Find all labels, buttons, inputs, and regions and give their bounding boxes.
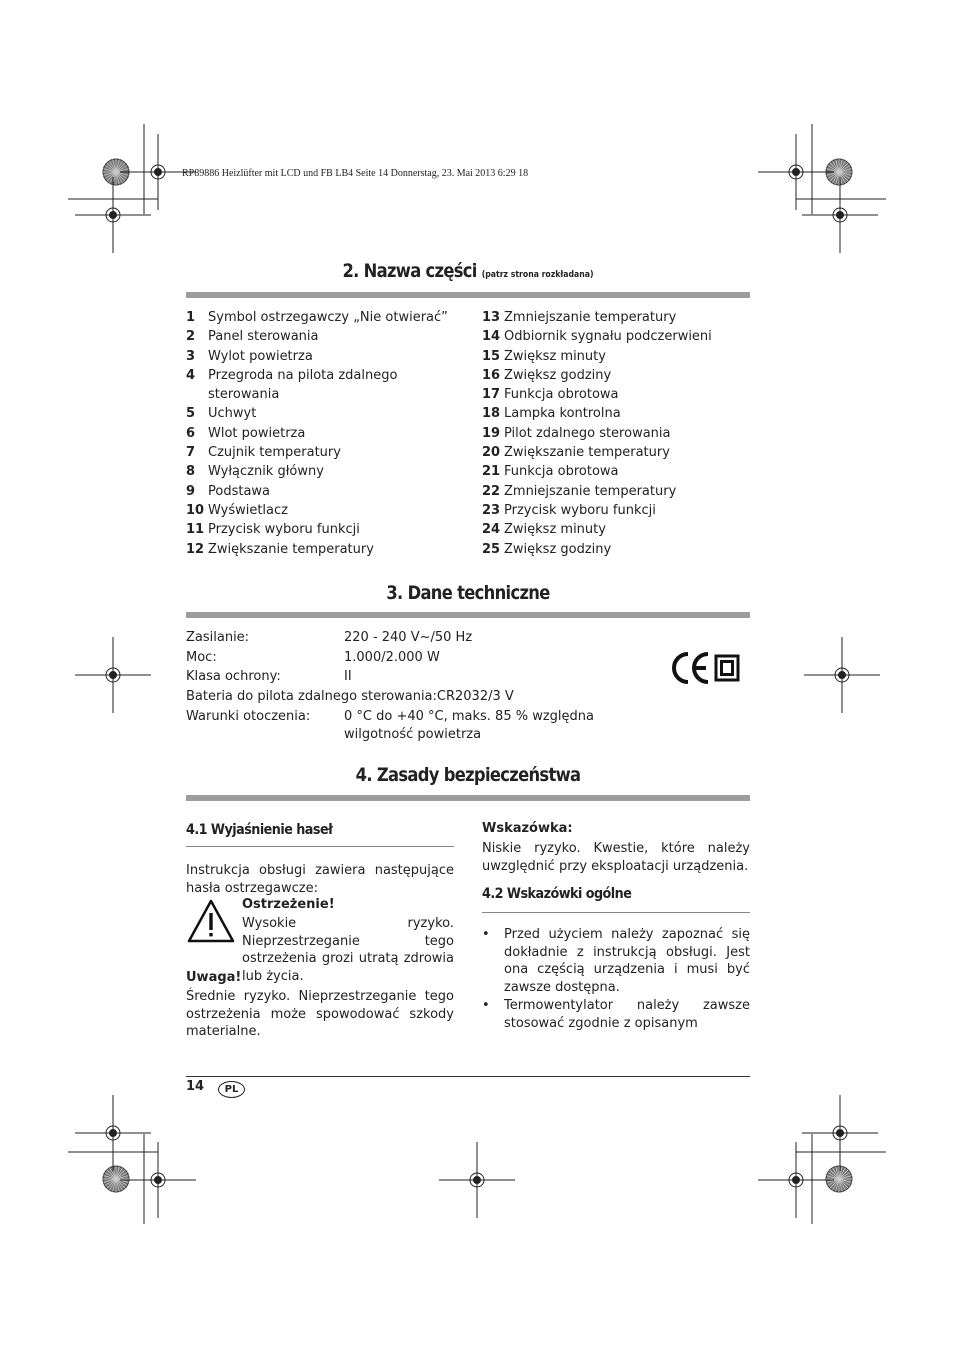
env-label: Warunki otoczenia: [186,709,311,724]
item-number: 6 [186,425,196,441]
list-item [482,462,750,481]
item-text: Zwiększanie temperatury [504,445,670,461]
item-text: Wyłącznik główny [208,464,324,480]
item-number: 7 [186,445,196,461]
section-title-parts [225,260,710,282]
list-item [186,308,456,327]
tech-label: Zasilanie: [186,630,250,645]
item-text: Wylot powietrza [208,348,313,364]
subsection-underline [482,912,750,913]
list-item [186,347,456,366]
section-title-safety: 4. Zasady bezpieczeństwa [355,764,581,786]
item-text: Funkcja obrotowa [504,387,619,403]
warning-triangle-icon [186,898,236,944]
title-subtitle: (patrz strona rozkładana) [481,270,594,280]
general-notes-list [482,926,750,1032]
list-item [186,501,456,520]
list-item [482,501,750,520]
item-number: 18 [482,406,501,422]
print-header-line: RP89886 Heizlüfter mit LCD und FB LB4 Seite 14 Donnerstag, 23. Mai 2013 6:29 18 [182,168,529,179]
registration-target [802,1095,878,1171]
subsection-title-42: 4.2 Wskazówki ogólne [482,886,632,902]
registration-target [75,637,151,713]
subsection-underline [186,846,454,847]
item-number: 19 [482,425,501,441]
parts-list-right [482,308,750,559]
item-number: 25 [482,541,501,557]
item-text: Przegroda na pilota zdalnego sterowania [208,367,398,403]
item-number: 2 [186,329,196,345]
item-text: Zwiększ godziny [504,367,612,383]
list-item [186,462,456,481]
item-text: Zwiększ minuty [504,522,606,538]
page-number: 14 [186,1079,205,1094]
list-item [186,404,456,423]
item-number: 24 [482,522,501,538]
list-item [482,327,750,346]
list-item [186,366,456,405]
color-rosette [826,1166,852,1192]
registration-target [75,177,151,253]
list-item [482,482,750,501]
list-item [482,347,750,366]
list-item [186,443,456,462]
item-number: 21 [482,464,501,480]
warning-text: Wysokie ryzyko. Nieprzestrzeganie tego ostrzeżenia grozi utratą zdrowia lub życia. [242,916,454,985]
item-text: Czujnik temperatury [208,445,341,461]
list-item [482,366,750,385]
technical-data [186,628,626,743]
list-item [482,520,750,539]
bullet-item [482,926,750,997]
list-item [186,327,456,346]
item-text: Symbol ostrzegawczy „Nie otwierać” [208,310,448,325]
registration-target [802,177,878,253]
warning-label: Ostrzeżenie! [242,897,335,912]
list-item [186,520,456,539]
bullet-dot: • [482,927,490,942]
language-badge: PL [218,1081,245,1098]
item-text: Lampka kontrolna [504,406,621,422]
color-rosette [103,159,129,185]
bullet-text: Termowentylator należy zawsze stosować zgodnie z opisanym [504,997,750,1031]
item-text: Zwiększ minuty [504,348,606,364]
item-number: 10 [186,502,205,518]
footer-rule [186,1076,750,1077]
item-text: Panel sterowania [208,329,319,345]
color-rosette [826,159,852,185]
item-number: 11 [186,522,205,538]
item-number: 4 [186,367,196,383]
item-number: 16 [482,367,501,383]
item-text: Uchwyt [208,406,257,422]
list-item [482,404,750,423]
note-text: Niskie ryzyko. Kwestie, które należy uwzględnić przy eksploatacji urządzenia. [482,841,750,874]
intro-text: Instrukcja obsługi zawiera następujące hasła ostrzegawcze: [186,863,454,896]
list-item [186,540,456,559]
tech-value: II [344,669,352,684]
list-item [482,308,750,327]
bullet-text: Przed użyciem należy zapoznać się dokładnie z instrukcją obsługi. Jest ona częścią urządzenia i musi być zawsze dostępna. [504,927,750,996]
item-number: 13 [482,310,501,325]
tech-label: Moc: [186,649,217,665]
section-bar [186,612,750,618]
tech-label: Klasa ochrony: [186,669,281,684]
item-number: 14 [482,329,501,345]
item-text: Zwiększanie temperatury [208,541,374,557]
item-number: 22 [482,483,501,499]
note-label: Wskazówka: [482,821,573,836]
item-number: 15 [482,348,501,364]
color-rosette [103,1166,129,1192]
list-item [186,482,456,501]
item-number: 23 [482,502,501,518]
item-text: Zmniejszanie temperatury [504,483,677,499]
registration-target [75,1095,151,1171]
item-number: 12 [186,541,205,557]
item-number: 1 [186,310,196,325]
item-number: 5 [186,406,196,422]
tech-row [186,667,626,687]
registration-target [804,637,880,713]
item-number: 20 [482,445,501,461]
list-item [482,443,750,462]
list-item [482,385,750,404]
item-text: Odbiornik sygnału podczerwieni [504,329,712,345]
tech-value: 220 - 240 V~/50 Hz [344,630,473,645]
item-text: Zwiększ godziny [504,541,612,557]
item-text: Przycisk wyboru funkcji [208,522,360,538]
item-text: Wyświetlacz [208,502,288,518]
env-value: 0 °C do +40 °C, maks. 85 % względna wilgotność powietrza [344,709,594,742]
item-number: 8 [186,464,196,480]
bullet-dot: • [482,997,490,1013]
section-bar [186,292,750,298]
item-text: Wlot powietrza [208,425,306,441]
subsection-title-41: 4.1 Wyjaśnienie haseł [186,822,333,838]
tech-row [186,628,626,648]
item-text: Funkcja obrotowa [504,464,619,480]
caution-label: Uwaga! [186,970,242,985]
bullet-item [482,997,750,1032]
tech-value: 1.000/2.000 W [344,649,440,665]
registration-target [439,1142,515,1218]
battery-line: Bateria do pilota zdalnego sterowania:CR2032/3 V [186,688,514,704]
registration-target [758,1142,834,1218]
item-text: Pilot zdalnego sterowania [504,425,671,441]
tech-row [186,648,626,668]
ce-mark-icon [668,650,742,686]
parts-list-left [186,308,456,559]
item-text: Zmniejszanie temperatury [504,310,677,325]
registration-target [758,134,834,210]
item-number: 17 [482,387,501,403]
section-bar [186,795,750,801]
item-text: Przycisk wyboru funkcji [504,502,656,518]
section-title-technical: 3. Dane techniczne [386,582,550,604]
registration-target [120,1142,196,1218]
list-item [186,424,456,443]
item-text: Podstawa [208,483,271,499]
item-number: 9 [186,483,196,499]
caution-text: Średnie ryzyko. Nieprzestrzeganie tego ostrzeżenia może spowodować szkody materialne. [186,989,454,1040]
title-text: 2. Nazwa części [342,260,477,282]
list-item [482,424,750,443]
item-number: 3 [186,348,196,364]
list-item [482,540,750,559]
